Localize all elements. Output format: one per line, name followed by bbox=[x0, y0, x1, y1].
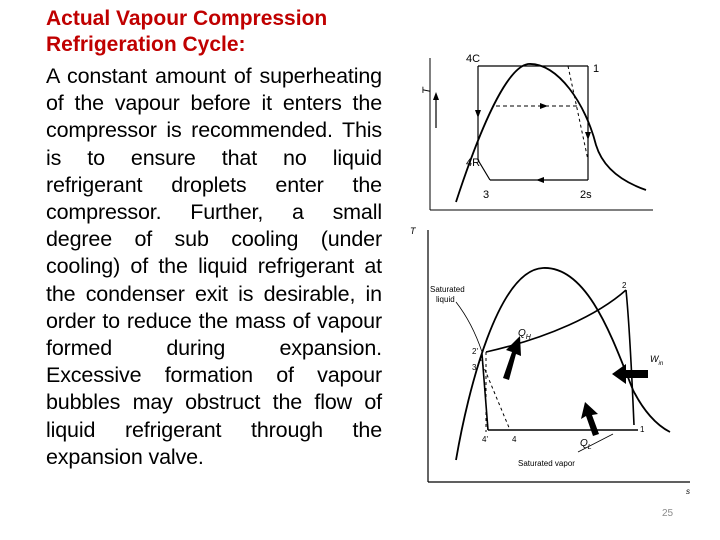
body-paragraph: A constant amount of superheating of the vapour before it enters the compressor is recommended. This is to ensure that no liquid refrigerant droplets enter the compressor. Further, a small degree of sub cooling (under cooling) of the liquid refrigerant at the condenser exit is desirable, in order to reduce the mass of vapour formed during expansion. Excessive formation of vapour bubbles may obstruct the flow of liquid refrigerant through the expansion valve. bbox=[46, 64, 382, 469]
top-label-4r: 4R bbox=[466, 157, 481, 169]
bottom-axis-t-label: T bbox=[410, 226, 416, 236]
bottom-label-3: 3 bbox=[472, 363, 477, 372]
bottom-ql-label: $Q_L$ bbox=[580, 438, 592, 451]
bottom-label-4p: 4' bbox=[482, 435, 488, 444]
bottom-ts-diagram bbox=[408, 220, 693, 520]
bottom-condenser-line bbox=[486, 290, 626, 352]
top-saturation-dome bbox=[456, 64, 646, 202]
top-label-3: 3 bbox=[483, 189, 490, 201]
top-label-2s: 2s bbox=[580, 189, 592, 201]
top-arrow-middle bbox=[540, 103, 548, 109]
bottom-sat-liquid-leader bbox=[456, 302, 482, 352]
top-t-arrowhead bbox=[433, 92, 439, 100]
bottom-compression-line bbox=[626, 290, 634, 425]
top-label-4c: 4C bbox=[466, 53, 481, 65]
top-ts-diagram bbox=[408, 50, 658, 218]
bottom-sat-liquid-label2: liquid bbox=[436, 295, 455, 304]
bottom-label-2: 2 bbox=[622, 281, 627, 290]
top-arrow-right bbox=[585, 132, 591, 140]
bottom-axis-s-label: s bbox=[686, 487, 690, 496]
bottom-qh-arrow bbox=[503, 336, 521, 380]
top-arrow-left bbox=[475, 110, 481, 118]
bottom-saturation-dome bbox=[456, 268, 670, 460]
bottom-sat-vapor-label: Saturated vapor bbox=[518, 459, 575, 468]
top-axis-t-label: T bbox=[421, 87, 433, 94]
bottom-sat-liquid-label1: Saturated bbox=[430, 285, 465, 294]
slide-title-line2: Refrigeration Cycle: bbox=[46, 33, 246, 56]
slide-title bbox=[46, 6, 386, 58]
slide-title-line1: Actual Vapour Compression bbox=[46, 7, 328, 30]
bottom-label-1: 1 bbox=[640, 425, 645, 434]
bottom-ql-arrow bbox=[581, 402, 599, 436]
bottom-qh-label: $Q_H$ bbox=[518, 328, 531, 341]
bottom-win-label: $W_{in}$ bbox=[650, 354, 664, 367]
bottom-label-2p: 2' bbox=[472, 347, 478, 356]
page-number: 25 bbox=[662, 508, 674, 519]
top-label-1: 1 bbox=[593, 63, 600, 75]
bottom-label-4: 4 bbox=[512, 435, 517, 444]
top-arrow-bottom bbox=[536, 177, 544, 183]
